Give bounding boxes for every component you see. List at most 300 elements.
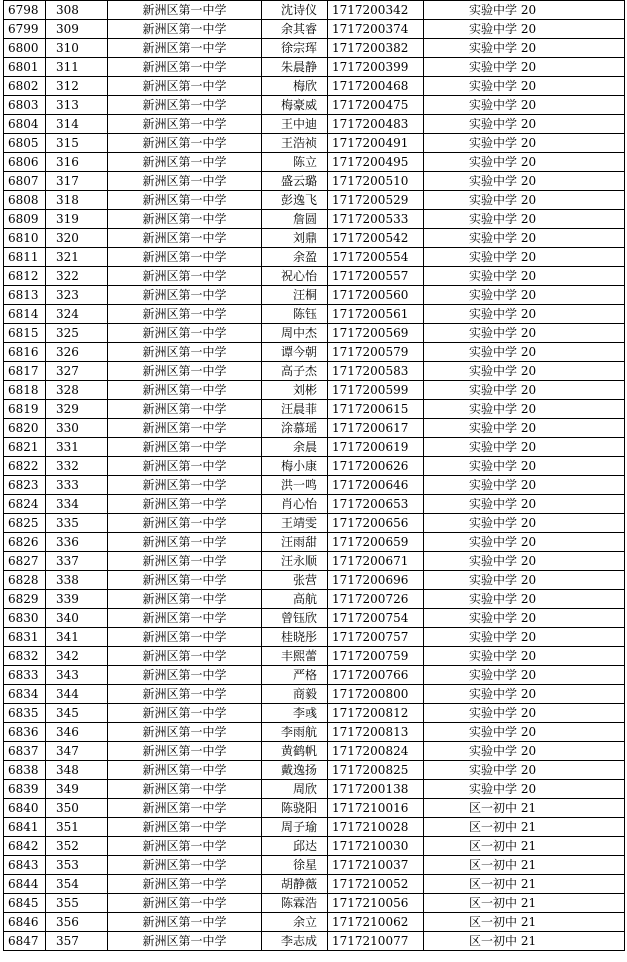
cell-seq: 6802 (4, 77, 46, 96)
cell-number: 308 (46, 1, 108, 20)
table-row (4, 932, 625, 951)
cell-destination: 实验中学 20 (424, 628, 625, 647)
cell-number: 330 (46, 419, 108, 438)
cell-student-id: 1717200696 (328, 571, 424, 590)
cell-student-id: 1717200646 (328, 476, 424, 495)
table-row (4, 514, 625, 533)
cell-seq: 6824 (4, 495, 46, 514)
cell-seq: 6825 (4, 514, 46, 533)
cell-seq: 6803 (4, 96, 46, 115)
cell-destination: 实验中学 20 (424, 1, 625, 20)
cell-student-id: 1717200495 (328, 153, 424, 172)
cell-name: 丰熙蕾 (262, 647, 328, 666)
cell-school: 新洲区第一中学 (108, 191, 262, 210)
cell-name: 张营 (262, 571, 328, 590)
cell-name: 王靖雯 (262, 514, 328, 533)
cell-student-id: 1717200656 (328, 514, 424, 533)
table-row (4, 875, 625, 894)
cell-student-id: 1717200554 (328, 248, 424, 267)
cell-seq: 6810 (4, 229, 46, 248)
table-row (4, 495, 625, 514)
cell-school: 新洲区第一中学 (108, 343, 262, 362)
cell-school: 新洲区第一中学 (108, 818, 262, 837)
cell-destination: 区一初中 21 (424, 837, 625, 856)
cell-destination: 实验中学 20 (424, 343, 625, 362)
cell-seq: 6801 (4, 58, 46, 77)
cell-number: 349 (46, 780, 108, 799)
cell-school: 新洲区第一中学 (108, 362, 262, 381)
cell-name: 余其睿 (262, 20, 328, 39)
cell-school: 新洲区第一中学 (108, 780, 262, 799)
cell-student-id: 1717200659 (328, 533, 424, 552)
table-row (4, 400, 625, 419)
cell-seq: 6816 (4, 343, 46, 362)
cell-number: 340 (46, 609, 108, 628)
cell-number: 336 (46, 533, 108, 552)
cell-destination: 实验中学 20 (424, 381, 625, 400)
cell-number: 310 (46, 39, 108, 58)
cell-number: 329 (46, 400, 108, 419)
cell-seq: 6805 (4, 134, 46, 153)
cell-student-id: 1717200626 (328, 457, 424, 476)
cell-student-id: 1717200583 (328, 362, 424, 381)
cell-destination: 区一初中 21 (424, 913, 625, 932)
cell-seq: 6822 (4, 457, 46, 476)
cell-number: 350 (46, 799, 108, 818)
cell-student-id: 1717200491 (328, 134, 424, 153)
cell-destination: 实验中学 20 (424, 96, 625, 115)
cell-destination: 实验中学 20 (424, 761, 625, 780)
cell-name: 王浩祯 (262, 134, 328, 153)
cell-name: 陈立 (262, 153, 328, 172)
cell-destination: 实验中学 20 (424, 704, 625, 723)
cell-seq: 6818 (4, 381, 46, 400)
cell-name: 梅小康 (262, 457, 328, 476)
cell-seq: 6845 (4, 894, 46, 913)
cell-number: 339 (46, 590, 108, 609)
cell-student-id: 1717200800 (328, 685, 424, 704)
table-row (4, 1, 625, 20)
cell-destination: 实验中学 20 (424, 134, 625, 153)
cell-student-id: 1717200825 (328, 761, 424, 780)
cell-destination: 实验中学 20 (424, 362, 625, 381)
table-row (4, 305, 625, 324)
cell-student-id: 1717200399 (328, 58, 424, 77)
cell-destination: 区一初中 21 (424, 818, 625, 837)
cell-name: 高子杰 (262, 362, 328, 381)
table-row (4, 476, 625, 495)
cell-student-id: 1717200813 (328, 723, 424, 742)
table-row (4, 761, 625, 780)
cell-number: 312 (46, 77, 108, 96)
table-body (4, 1, 625, 951)
cell-destination: 实验中学 20 (424, 153, 625, 172)
cell-name: 沈诗仪 (262, 1, 328, 20)
table-row (4, 647, 625, 666)
table-row (4, 590, 625, 609)
cell-name: 周欣 (262, 780, 328, 799)
cell-destination: 实验中学 20 (424, 742, 625, 761)
cell-student-id: 1717200653 (328, 495, 424, 514)
cell-name: 陈霖浩 (262, 894, 328, 913)
cell-name: 桂晓彤 (262, 628, 328, 647)
cell-school: 新洲区第一中学 (108, 134, 262, 153)
cell-number: 338 (46, 571, 108, 590)
cell-name: 汪桐 (262, 286, 328, 305)
table-row (4, 134, 625, 153)
cell-school: 新洲区第一中学 (108, 495, 262, 514)
cell-number: 354 (46, 875, 108, 894)
cell-name: 余立 (262, 913, 328, 932)
cell-destination: 实验中学 20 (424, 723, 625, 742)
cell-number: 327 (46, 362, 108, 381)
cell-number: 345 (46, 704, 108, 723)
cell-destination: 实验中学 20 (424, 400, 625, 419)
cell-destination: 实验中学 20 (424, 514, 625, 533)
cell-name: 余盈 (262, 248, 328, 267)
cell-name: 梅豪威 (262, 96, 328, 115)
cell-number: 346 (46, 723, 108, 742)
cell-number: 335 (46, 514, 108, 533)
cell-destination: 实验中学 20 (424, 172, 625, 191)
cell-school: 新洲区第一中学 (108, 77, 262, 96)
cell-seq: 6828 (4, 571, 46, 590)
cell-student-id: 1717210052 (328, 875, 424, 894)
cell-school: 新洲区第一中学 (108, 628, 262, 647)
cell-destination: 实验中学 20 (424, 457, 625, 476)
cell-school: 新洲区第一中学 (108, 210, 262, 229)
table-row (4, 20, 625, 39)
cell-school: 新洲区第一中学 (108, 438, 262, 457)
cell-school: 新洲区第一中学 (108, 704, 262, 723)
cell-student-id: 1717210030 (328, 837, 424, 856)
cell-seq: 6839 (4, 780, 46, 799)
cell-student-id: 1717200757 (328, 628, 424, 647)
cell-destination: 实验中学 20 (424, 58, 625, 77)
cell-destination: 实验中学 20 (424, 267, 625, 286)
cell-destination: 实验中学 20 (424, 780, 625, 799)
cell-name: 涂慕瑶 (262, 419, 328, 438)
cell-school: 新洲区第一中学 (108, 115, 262, 134)
cell-school: 新洲区第一中学 (108, 533, 262, 552)
cell-name: 汪雨甜 (262, 533, 328, 552)
cell-student-id: 1717210056 (328, 894, 424, 913)
cell-name: 盛云璐 (262, 172, 328, 191)
table-row (4, 913, 625, 932)
cell-seq: 6813 (4, 286, 46, 305)
cell-name: 王中迪 (262, 115, 328, 134)
cell-seq: 6806 (4, 153, 46, 172)
cell-destination: 区一初中 21 (424, 856, 625, 875)
table-row (4, 419, 625, 438)
cell-student-id: 1717200560 (328, 286, 424, 305)
cell-student-id: 1717210028 (328, 818, 424, 837)
cell-name: 詹圆 (262, 210, 328, 229)
table-row (4, 248, 625, 267)
cell-school: 新洲区第一中学 (108, 837, 262, 856)
cell-number: 322 (46, 267, 108, 286)
table-row (4, 552, 625, 571)
cell-destination: 实验中学 20 (424, 552, 625, 571)
cell-school: 新洲区第一中学 (108, 457, 262, 476)
cell-name: 陈骁阳 (262, 799, 328, 818)
cell-student-id: 1717210016 (328, 799, 424, 818)
cell-student-id: 1717200615 (328, 400, 424, 419)
cell-name: 汪永顺 (262, 552, 328, 571)
cell-student-id: 1717200599 (328, 381, 424, 400)
cell-student-id: 1717200579 (328, 343, 424, 362)
cell-destination: 实验中学 20 (424, 571, 625, 590)
cell-destination: 实验中学 20 (424, 609, 625, 628)
cell-student-id: 1717200759 (328, 647, 424, 666)
cell-student-id: 1717200619 (328, 438, 424, 457)
cell-school: 新洲区第一中学 (108, 476, 262, 495)
cell-number: 343 (46, 666, 108, 685)
cell-name: 肖心怡 (262, 495, 328, 514)
cell-number: 323 (46, 286, 108, 305)
cell-number: 318 (46, 191, 108, 210)
cell-number: 315 (46, 134, 108, 153)
cell-seq: 6823 (4, 476, 46, 495)
cell-school: 新洲区第一中学 (108, 913, 262, 932)
cell-destination: 实验中学 20 (424, 115, 625, 134)
cell-destination: 实验中学 20 (424, 210, 625, 229)
table-row (4, 818, 625, 837)
cell-destination: 实验中学 20 (424, 324, 625, 343)
cell-destination: 实验中学 20 (424, 495, 625, 514)
cell-school: 新洲区第一中学 (108, 305, 262, 324)
cell-school: 新洲区第一中学 (108, 609, 262, 628)
cell-seq: 6833 (4, 666, 46, 685)
cell-student-id: 1717200617 (328, 419, 424, 438)
cell-name: 高航 (262, 590, 328, 609)
cell-student-id: 1717200533 (328, 210, 424, 229)
cell-name: 黄鹤帆 (262, 742, 328, 761)
table-row (4, 286, 625, 305)
cell-student-id: 1717210037 (328, 856, 424, 875)
cell-school: 新洲区第一中学 (108, 172, 262, 191)
cell-student-id: 1717200671 (328, 552, 424, 571)
cell-seq: 6837 (4, 742, 46, 761)
cell-destination: 区一初中 21 (424, 799, 625, 818)
cell-name: 祝心怡 (262, 267, 328, 286)
cell-school: 新洲区第一中学 (108, 932, 262, 951)
cell-school: 新洲区第一中学 (108, 324, 262, 343)
cell-destination: 实验中学 20 (424, 39, 625, 58)
cell-school: 新洲区第一中学 (108, 723, 262, 742)
cell-seq: 6798 (4, 1, 46, 20)
cell-number: 333 (46, 476, 108, 495)
cell-school: 新洲区第一中学 (108, 39, 262, 58)
cell-seq: 6838 (4, 761, 46, 780)
cell-seq: 6817 (4, 362, 46, 381)
cell-name: 胡静薇 (262, 875, 328, 894)
cell-seq: 6843 (4, 856, 46, 875)
cell-name: 彭逸飞 (262, 191, 328, 210)
cell-student-id: 1717200812 (328, 704, 424, 723)
cell-seq: 6831 (4, 628, 46, 647)
cell-seq: 6812 (4, 267, 46, 286)
cell-number: 317 (46, 172, 108, 191)
cell-student-id: 1717200529 (328, 191, 424, 210)
table-row (4, 799, 625, 818)
cell-destination: 实验中学 20 (424, 419, 625, 438)
table-row (4, 343, 625, 362)
cell-seq: 6799 (4, 20, 46, 39)
cell-destination: 区一初中 21 (424, 894, 625, 913)
cell-school: 新洲区第一中学 (108, 647, 262, 666)
cell-name: 周子瑜 (262, 818, 328, 837)
cell-destination: 实验中学 20 (424, 438, 625, 457)
cell-number: 347 (46, 742, 108, 761)
table-row (4, 457, 625, 476)
cell-destination: 实验中学 20 (424, 476, 625, 495)
cell-school: 新洲区第一中学 (108, 590, 262, 609)
cell-destination: 实验中学 20 (424, 590, 625, 609)
cell-name: 谭今朝 (262, 343, 328, 362)
cell-student-id: 1717200374 (328, 20, 424, 39)
cell-seq: 6844 (4, 875, 46, 894)
cell-name: 徐宗珲 (262, 39, 328, 58)
cell-number: 341 (46, 628, 108, 647)
cell-student-id: 1717210077 (328, 932, 424, 951)
cell-destination: 实验中学 20 (424, 533, 625, 552)
cell-seq: 6841 (4, 818, 46, 837)
cell-seq: 6820 (4, 419, 46, 438)
cell-name: 严格 (262, 666, 328, 685)
table-row (4, 381, 625, 400)
cell-school: 新洲区第一中学 (108, 571, 262, 590)
table-row (4, 96, 625, 115)
cell-school: 新洲区第一中学 (108, 58, 262, 77)
cell-name: 李彧 (262, 704, 328, 723)
table-row (4, 723, 625, 742)
table-row (4, 324, 625, 343)
cell-name: 汪晨菲 (262, 400, 328, 419)
cell-seq: 6836 (4, 723, 46, 742)
table-row (4, 837, 625, 856)
cell-seq: 6811 (4, 248, 46, 267)
table-row (4, 77, 625, 96)
table-row (4, 58, 625, 77)
cell-number: 326 (46, 343, 108, 362)
cell-seq: 6800 (4, 39, 46, 58)
cell-destination: 实验中学 20 (424, 229, 625, 248)
table-row (4, 856, 625, 875)
table-row (4, 666, 625, 685)
cell-school: 新洲区第一中学 (108, 552, 262, 571)
cell-school: 新洲区第一中学 (108, 248, 262, 267)
cell-student-id: 1717200561 (328, 305, 424, 324)
cell-school: 新洲区第一中学 (108, 400, 262, 419)
cell-seq: 6834 (4, 685, 46, 704)
cell-name: 余晨 (262, 438, 328, 457)
cell-school: 新洲区第一中学 (108, 229, 262, 248)
table-row (4, 115, 625, 134)
cell-number: 316 (46, 153, 108, 172)
table-row (4, 210, 625, 229)
cell-seq: 6846 (4, 913, 46, 932)
cell-school: 新洲区第一中学 (108, 381, 262, 400)
cell-name: 邱达 (262, 837, 328, 856)
cell-seq: 6826 (4, 533, 46, 552)
cell-seq: 6829 (4, 590, 46, 609)
cell-name: 李志成 (262, 932, 328, 951)
cell-student-id: 1717200569 (328, 324, 424, 343)
cell-student-id: 1717200754 (328, 609, 424, 628)
cell-destination: 实验中学 20 (424, 248, 625, 267)
cell-number: 357 (46, 932, 108, 951)
cell-student-id: 1717210062 (328, 913, 424, 932)
cell-seq: 6835 (4, 704, 46, 723)
cell-destination: 实验中学 20 (424, 77, 625, 96)
table-row (4, 191, 625, 210)
cell-seq: 6809 (4, 210, 46, 229)
cell-name: 徐星 (262, 856, 328, 875)
cell-school: 新洲区第一中学 (108, 514, 262, 533)
cell-number: 319 (46, 210, 108, 229)
cell-school: 新洲区第一中学 (108, 153, 262, 172)
cell-number: 337 (46, 552, 108, 571)
cell-student-id: 1717200726 (328, 590, 424, 609)
cell-number: 353 (46, 856, 108, 875)
cell-school: 新洲区第一中学 (108, 894, 262, 913)
cell-number: 342 (46, 647, 108, 666)
cell-number: 352 (46, 837, 108, 856)
cell-number: 355 (46, 894, 108, 913)
table-row (4, 571, 625, 590)
cell-name: 刘彬 (262, 381, 328, 400)
cell-name: 陈钰 (262, 305, 328, 324)
table-row (4, 704, 625, 723)
cell-seq: 6832 (4, 647, 46, 666)
cell-school: 新洲区第一中学 (108, 286, 262, 305)
cell-name: 梅欣 (262, 77, 328, 96)
cell-student-id: 1717200542 (328, 229, 424, 248)
table-row (4, 172, 625, 191)
cell-school: 新洲区第一中学 (108, 96, 262, 115)
table-row (4, 685, 625, 704)
cell-seq: 6804 (4, 115, 46, 134)
cell-student-id: 1717200824 (328, 742, 424, 761)
cell-seq: 6808 (4, 191, 46, 210)
cell-name: 曾钰欣 (262, 609, 328, 628)
cell-name: 戴逸扬 (262, 761, 328, 780)
cell-seq: 6847 (4, 932, 46, 951)
table-row (4, 628, 625, 647)
table-row (4, 267, 625, 286)
cell-number: 348 (46, 761, 108, 780)
cell-student-id: 1717200382 (328, 39, 424, 58)
cell-number: 351 (46, 818, 108, 837)
cell-number: 309 (46, 20, 108, 39)
cell-number: 332 (46, 457, 108, 476)
cell-school: 新洲区第一中学 (108, 20, 262, 39)
cell-student-id: 1717200468 (328, 77, 424, 96)
cell-destination: 实验中学 20 (424, 20, 625, 39)
cell-destination: 区一初中 21 (424, 875, 625, 894)
cell-name: 洪一鸣 (262, 476, 328, 495)
cell-number: 344 (46, 685, 108, 704)
cell-student-id: 1717200510 (328, 172, 424, 191)
cell-number: 313 (46, 96, 108, 115)
cell-student-id: 1717200766 (328, 666, 424, 685)
cell-number: 356 (46, 913, 108, 932)
cell-number: 311 (46, 58, 108, 77)
cell-number: 324 (46, 305, 108, 324)
cell-destination: 实验中学 20 (424, 647, 625, 666)
cell-seq: 6815 (4, 324, 46, 343)
